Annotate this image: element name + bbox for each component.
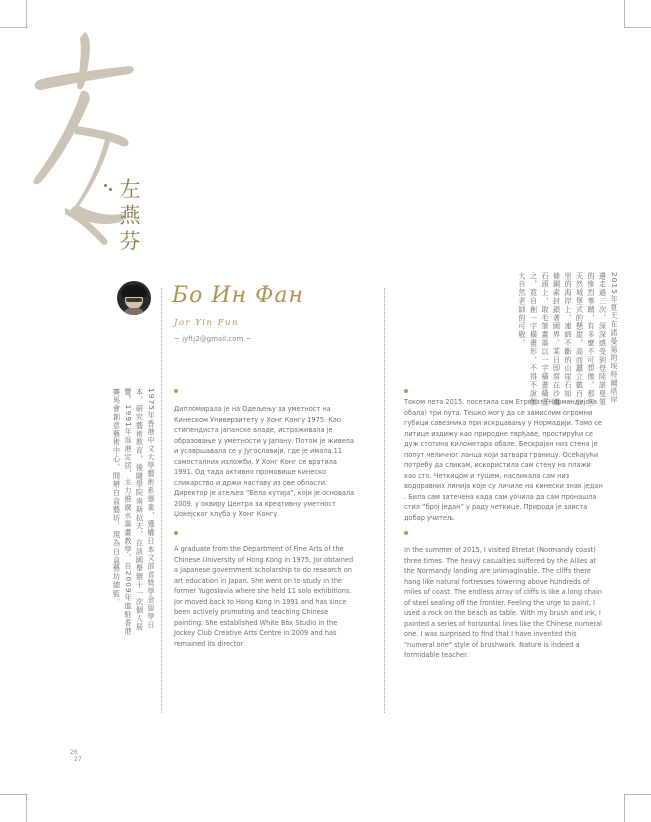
crop-mark: [624, 0, 625, 28]
seal-dots: [104, 184, 114, 194]
column-divider: [384, 288, 385, 713]
crop-mark: [624, 794, 651, 795]
bullet-dot: [174, 389, 178, 393]
serbian-statement: Током лета 2015. посетила сам Етретат (Нормандијска обала) три пута. Тешко могу да се замислим огромни губици савезника при искрцавању у Нормадији. Тамо се литице издижу као природне тврђаве, простирући се дуж стотина километара обале. Бескрајан низ стена је попут челичног ланца који затвара границу. Осећајући потребу да сликам, искористила сам стену на плажи као сто. Четкицом и тушем, насликала сам низ водоравних линија које су личиле на кинески знак један . Била сам затечена када сам уочила да сам пронашла стил “број један” у раду четкице. Природа је заиста добар учитељ.: [404, 398, 603, 522]
calligraphy-signature: 左燕芬: [117, 178, 141, 256]
crop-mark: [26, 794, 27, 822]
page-number-bottom: 27: [74, 756, 82, 763]
crop-mark: [624, 794, 625, 822]
crop-mark: [0, 27, 28, 28]
column-divider: [161, 288, 162, 713]
bullet-dot: [174, 531, 178, 535]
serbian-bio: Дипломирала је на Одељењу за уметност на Кинеском Универзитету у Хонг Конгу 1975. Као стипендиста јапанске владе, истраживала је образовање у уметности у Јапану. Потом је живела и усавршавала се у Југославији, где је имала 11 самосталних изложби. У Хонг Конг се вратила 1991. Од тада активно промовише кинеско сликарство и држи наставу из ове области. Директор је атељеа “Бела кутија”, који је основала 2009. у оквиру Центра за креативну уметност Џокејског клуба у Хонг Конгу.: [174, 405, 355, 518]
english-bio: A graduate from the Department of Fine Arts of the Chinese University of Hong Kong in 1975, Jor obtained a Japanese government scholarship to do research on art education in Japan. She went on to study in the former Yugoslavia where she held 11 solo exhibitions. Jor moved back to Hong Kong in 1991 and has since been actively promoting and teaching Chinese painting. She established White Box Studio in the Jockey Club Creative Arts Centre in 2009 and has remained its director: [174, 545, 354, 648]
bullet-dot: [404, 389, 408, 393]
artist-name-cyrillic: Бо Ин Фан: [172, 283, 304, 308]
crop-mark: [624, 27, 651, 28]
chinese-bio: 1975年香港中文大學藝術系畢業，獲權日本文部省獎學金留學日本，研究藝術教育，後隨學院南斯拉夫，在該國舉辦十一次個人展覽。1991年返港定居，主力推廣水墨畫教學。自2009年進駐香港賽馬會創意藝術中心，開辦白盒藝坊，現為白盒藝坊總監。: [112, 388, 156, 636]
artist-email[interactable]: ~ jyftj2@gmail.com ~: [174, 335, 252, 343]
page-number-top: 26: [70, 749, 78, 756]
avatar: [117, 281, 151, 315]
chinese-statement: 2015年夏天在諾曼第的埃特爾塔岸邊走過三次，深深感受到登陸諾曼第的慘烈事蹟，有多麼不可想像。那些天然城堡式的懸崖，高而蠶立數百公里的海岸上，連綿不斷的山崖石如一條鋼索封鎖著國界。某日即席在沙灘石頭上，取毛筆畫墨以一字橫畫橫畫之，竟自創一字橫畫形，不得不說敬大自然老師的可敬。: [518, 272, 619, 407]
artist-name-latin: Jor Yin Fun: [174, 318, 239, 328]
crop-mark: [26, 0, 27, 28]
crop-mark: [0, 794, 28, 795]
bullet-dot: [404, 531, 408, 535]
english-statement: In the summer of 2015, I visited Etretat (Normandy coast) three times. The heavy casualties suffered by the Allies at the Normandy landing are unimaginable. The cliffs there hang like natural fortresses towering above hundreds of miles of coast. The endless array of cliffs is like a long chain of steel sealing off the frontier. Feeling the urge to paint, I used a rock on the beach as table. With my brush and ink, I painted a series of horizontal lines like the Chinese numeral one. I was surprised to find that I have invented this "numeral one" style of brushwork. Nature is indeed a formidable teacher.: [404, 546, 602, 659]
